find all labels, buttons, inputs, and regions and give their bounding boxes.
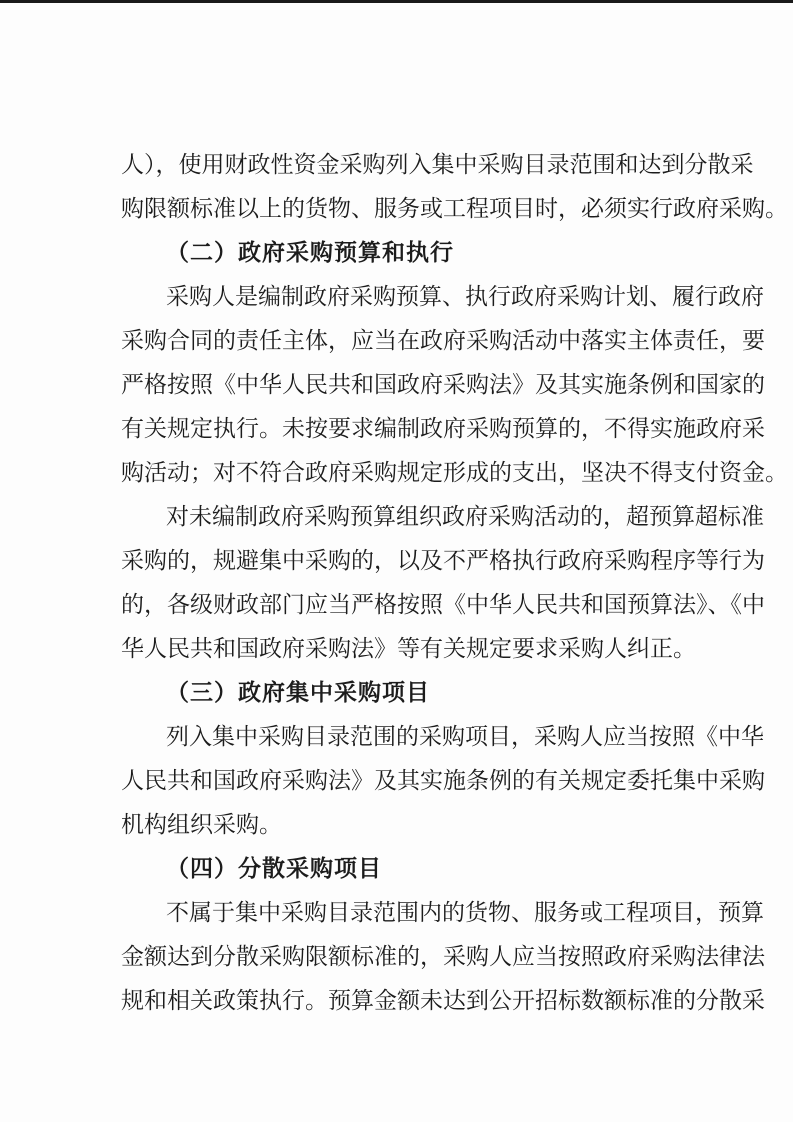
paragraph-line: 人民共和国政府采购法》及其实施条例的有关规定委托集中采购	[121, 768, 765, 794]
paragraph-line: 列入集中采购目录范围的采购项目，采购人应当按照《中华	[166, 724, 764, 750]
paragraph-line: 金额达到分散采购限额标准的，采购人应当按照政府采购法律法	[121, 944, 765, 970]
section-heading-2: （二）政府采购预算和执行	[166, 240, 454, 266]
paragraph-line: 购活动；对不符合政府采购规定形成的支出，坚决不得支付资金。	[121, 460, 788, 486]
paragraph-line: 对未编制政府采购预算组织政府采购活动的，超预算超标准	[166, 504, 764, 530]
scan-top-edge	[0, 0, 793, 3]
paragraph-line: 的，各级财政部门应当严格按照《中华人民共和国预算法》、《中	[121, 592, 765, 618]
paragraph-line: 购限额标准以上的货物、服务或工程项目时，必须实行政府采购。	[121, 196, 788, 222]
paragraph-line: 有关规定执行。未按要求编制政府采购预算的，不得实施政府采	[121, 416, 765, 442]
paragraph-line: 严格按照《中华人民共和国政府采购法》及其实施条例和国家的	[121, 372, 765, 398]
paragraph-line: 规和相关政策执行。预算金额未达到公开招标数额标准的分散采	[121, 988, 765, 1014]
paragraph-line: 人），使用财政性资金采购列入集中采购目录范围和达到分散采	[121, 152, 754, 178]
paragraph-line: 采购人是编制政府采购预算、执行政府采购计划、履行政府	[166, 284, 764, 310]
paragraph-line: 机构组织采购。	[121, 812, 282, 838]
paragraph-line: 不属于集中采购目录范围内的货物、服务或工程项目，预算	[166, 900, 764, 926]
paragraph-line: 华人民共和国政府采购法》等有关规定要求采购人纠正。	[121, 636, 696, 662]
section-heading-3: （三）政府集中采购项目	[166, 680, 430, 706]
paragraph-line: 采购合同的责任主体，应当在政府采购活动中落实主体责任，要	[121, 328, 765, 354]
section-heading-4: （四）分散采购项目	[166, 856, 382, 882]
paragraph-line: 采购的，规避集中采购的，以及不严格执行政府采购程序等行为	[121, 548, 765, 574]
